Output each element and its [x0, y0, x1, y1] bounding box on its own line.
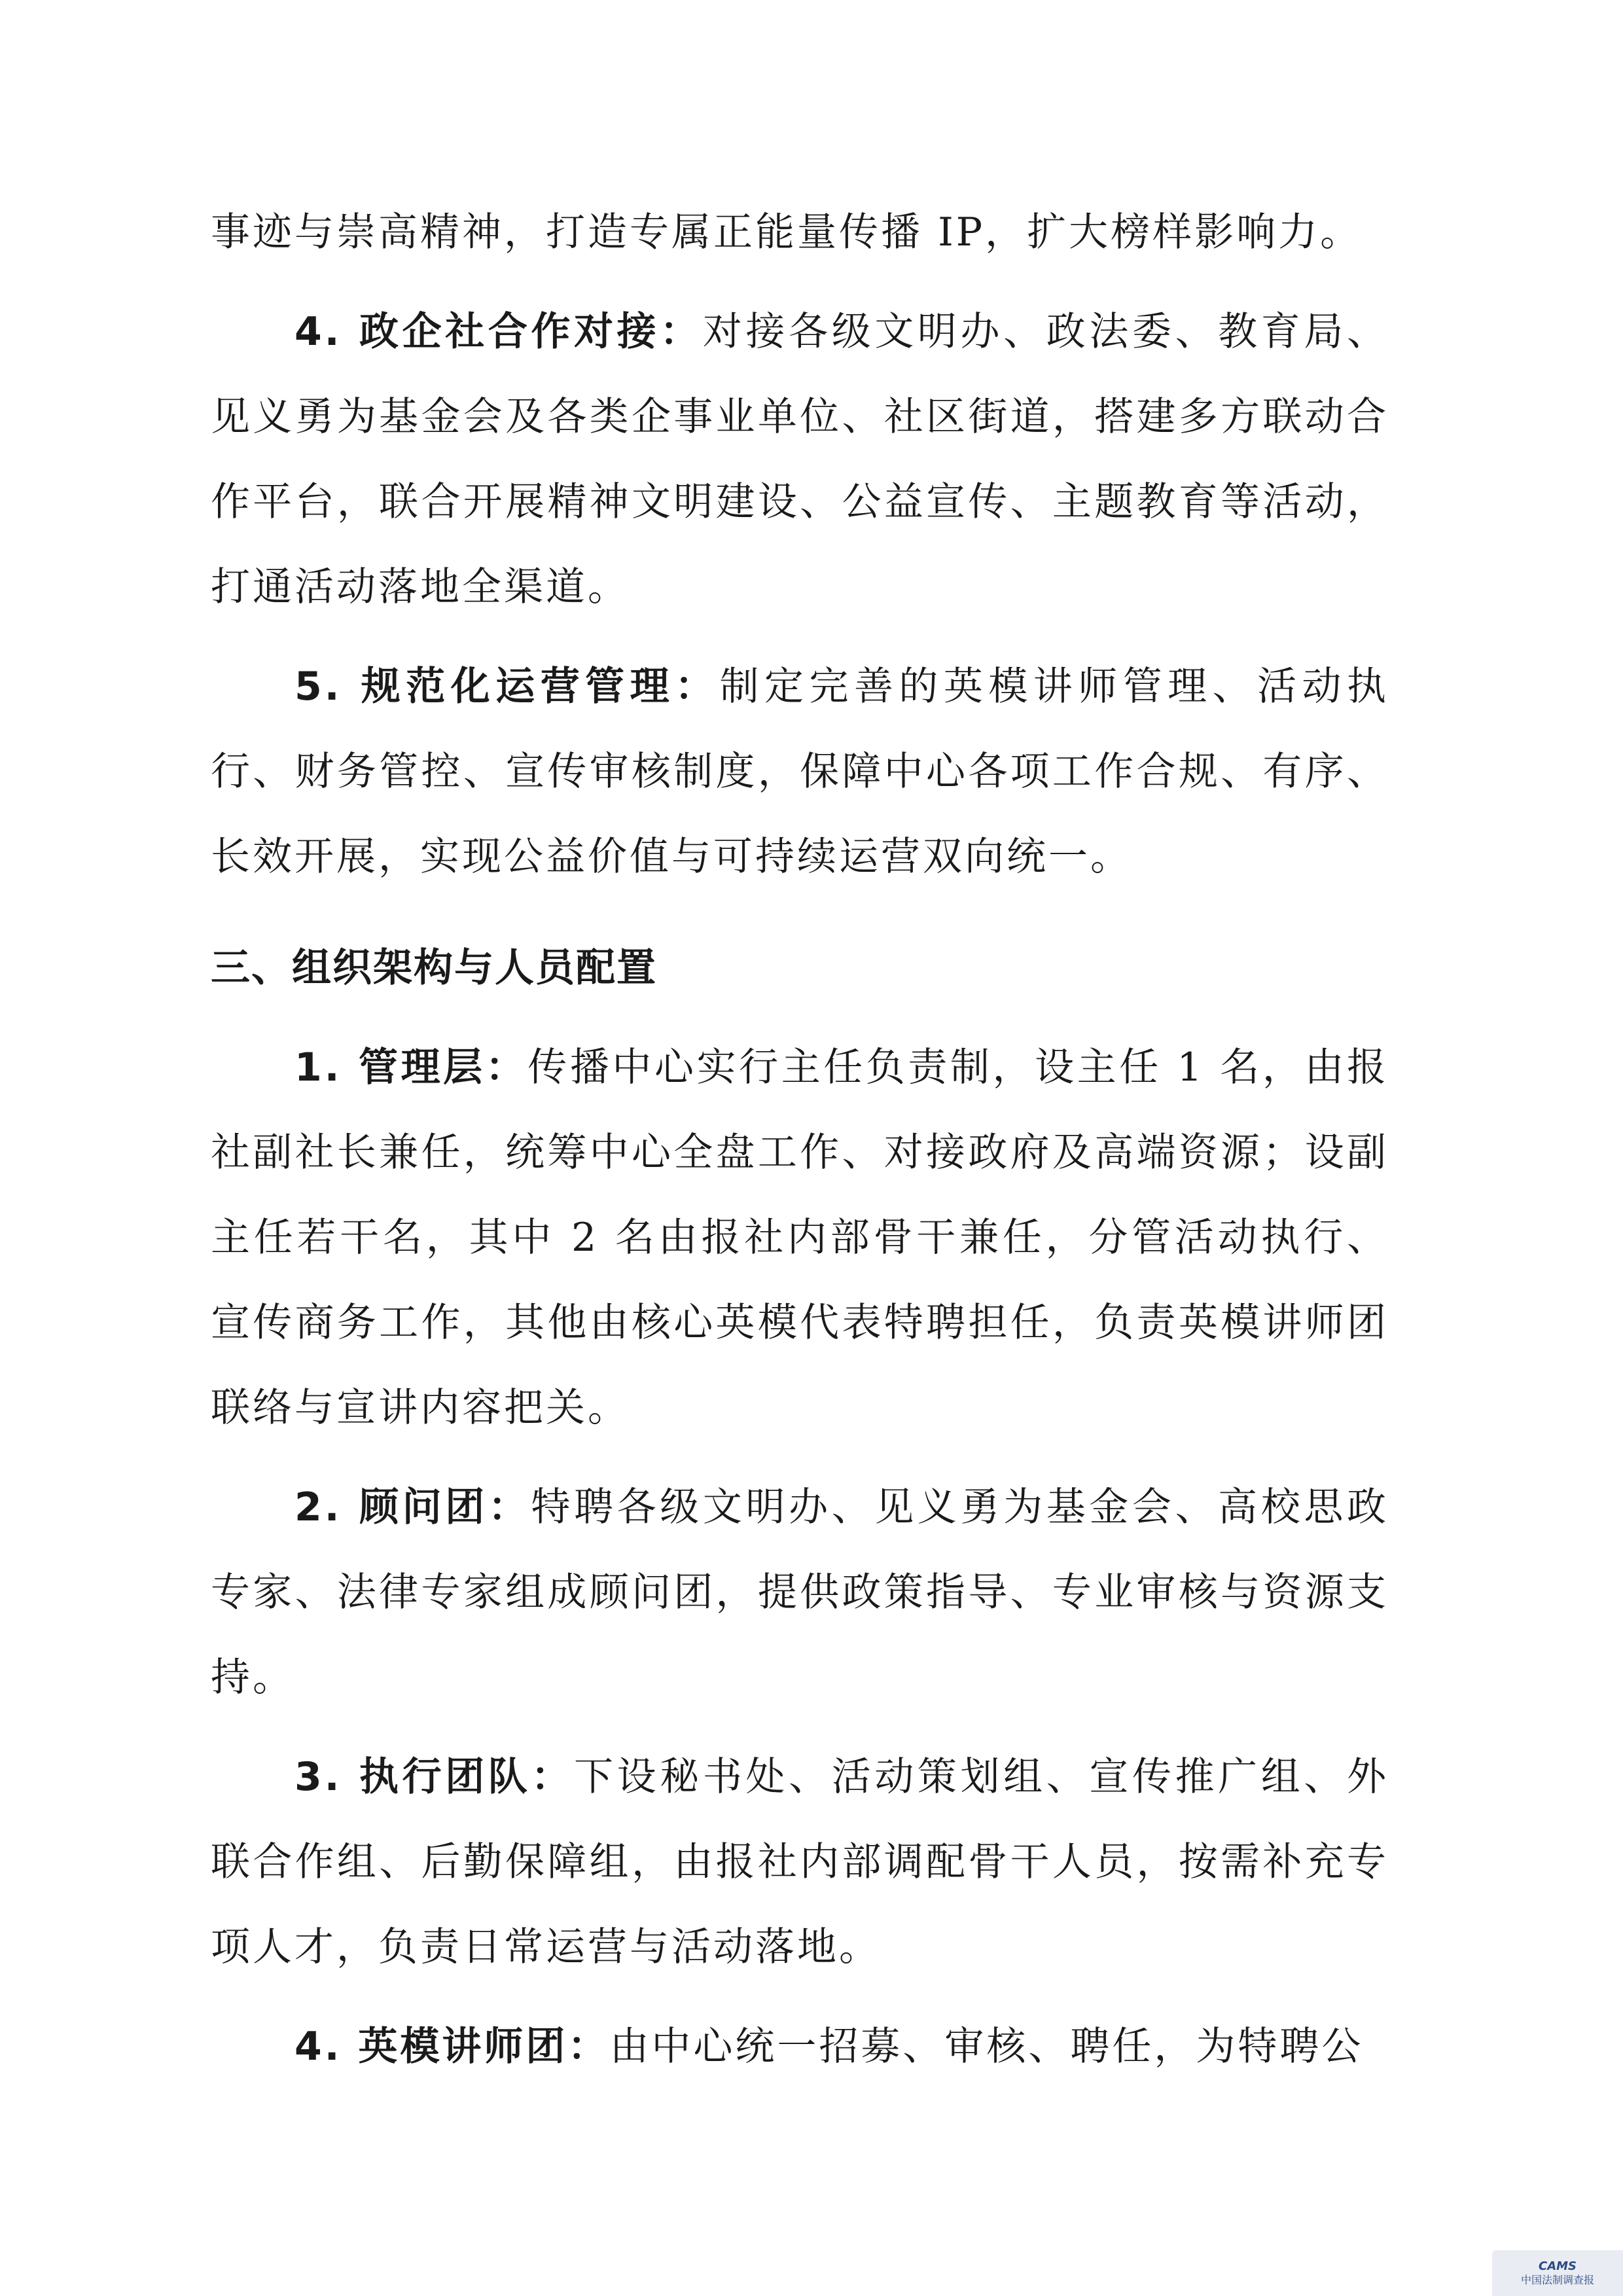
paragraph-lead: 2. 顾问团：	[294, 1484, 531, 1530]
paragraph-text: 由中心统一招募、审核、聘任，为特聘公	[609, 2024, 1364, 2070]
paragraph-operation-management	[211, 644, 1389, 899]
stamp-logo: CAMS	[1538, 2259, 1577, 2273]
paragraph-lead: 3. 执行团队：	[294, 1754, 575, 1800]
paragraph-lead: 5. 规范化运营管理：	[294, 664, 720, 709]
paragraph-advisors	[211, 1465, 1389, 1720]
paragraph-text: 下设秘书处、活动策划组、宣传推广组、外联合作组、后勤保障组，由报社内部调配骨干人员，按需补充专项人才，负责日常运营与活动落地。	[211, 1754, 1389, 1970]
paragraph-execution-team	[211, 1734, 1389, 1990]
paragraph-management	[211, 1025, 1389, 1450]
stamp-text: 中国法制调查报	[1520, 2274, 1594, 2286]
section-heading: 三、组织架构与人员配置	[211, 945, 657, 991]
paragraph-text: 对接各级文明办、政法委、教育局、见义勇为基金会及各类企事业单位、社区街道，搭建多方联动合作平台，联合开展精神文明建设、公益宣传、主题教育等活动，打通活动落地全渠道。	[211, 309, 1389, 610]
paragraph-text: 事迹与崇高精神，打造专属正能量传播 IP，扩大榜样影响力。	[211, 209, 1363, 255]
paragraph-lead: 4. 英模讲师团：	[294, 2024, 610, 2070]
paragraph-text: 传播中心实行主任负责制，设主任 1 名，由报社副社长兼任，统筹中心全盘工作、对接政府及高端资源；设副主任若干名，其中 2 名由报社内部骨干兼任，分管活动执行、宣传商务工作，其他由核心英模代表特聘担任，负责英模讲师团联络与宣讲内容把关。	[211, 1045, 1389, 1431]
paragraph-continuation	[211, 190, 1389, 275]
document-page	[211, 190, 1389, 2104]
paragraph-lead: 1. 管理层：	[294, 1045, 528, 1090]
paragraph-cooperation	[211, 289, 1389, 630]
paragraph-lead: 4. 政企社合作对接：	[294, 309, 703, 355]
paragraph-text: 制定完善的英模讲师管理、活动执行、财务管控、宣传审核制度，保障中心各项工作合规、有序、长效开展，实现公益价值与可持续运营双向统一。	[211, 664, 1389, 880]
paragraph-lecturers	[211, 2004, 1389, 2089]
paragraph-text: 特聘各级文明办、见义勇为基金会、高校思政专家、法律专家组成顾问团，提供政策指导、专业审核与资源支持。	[211, 1484, 1389, 1700]
watermark-stamp	[1492, 2250, 1623, 2296]
